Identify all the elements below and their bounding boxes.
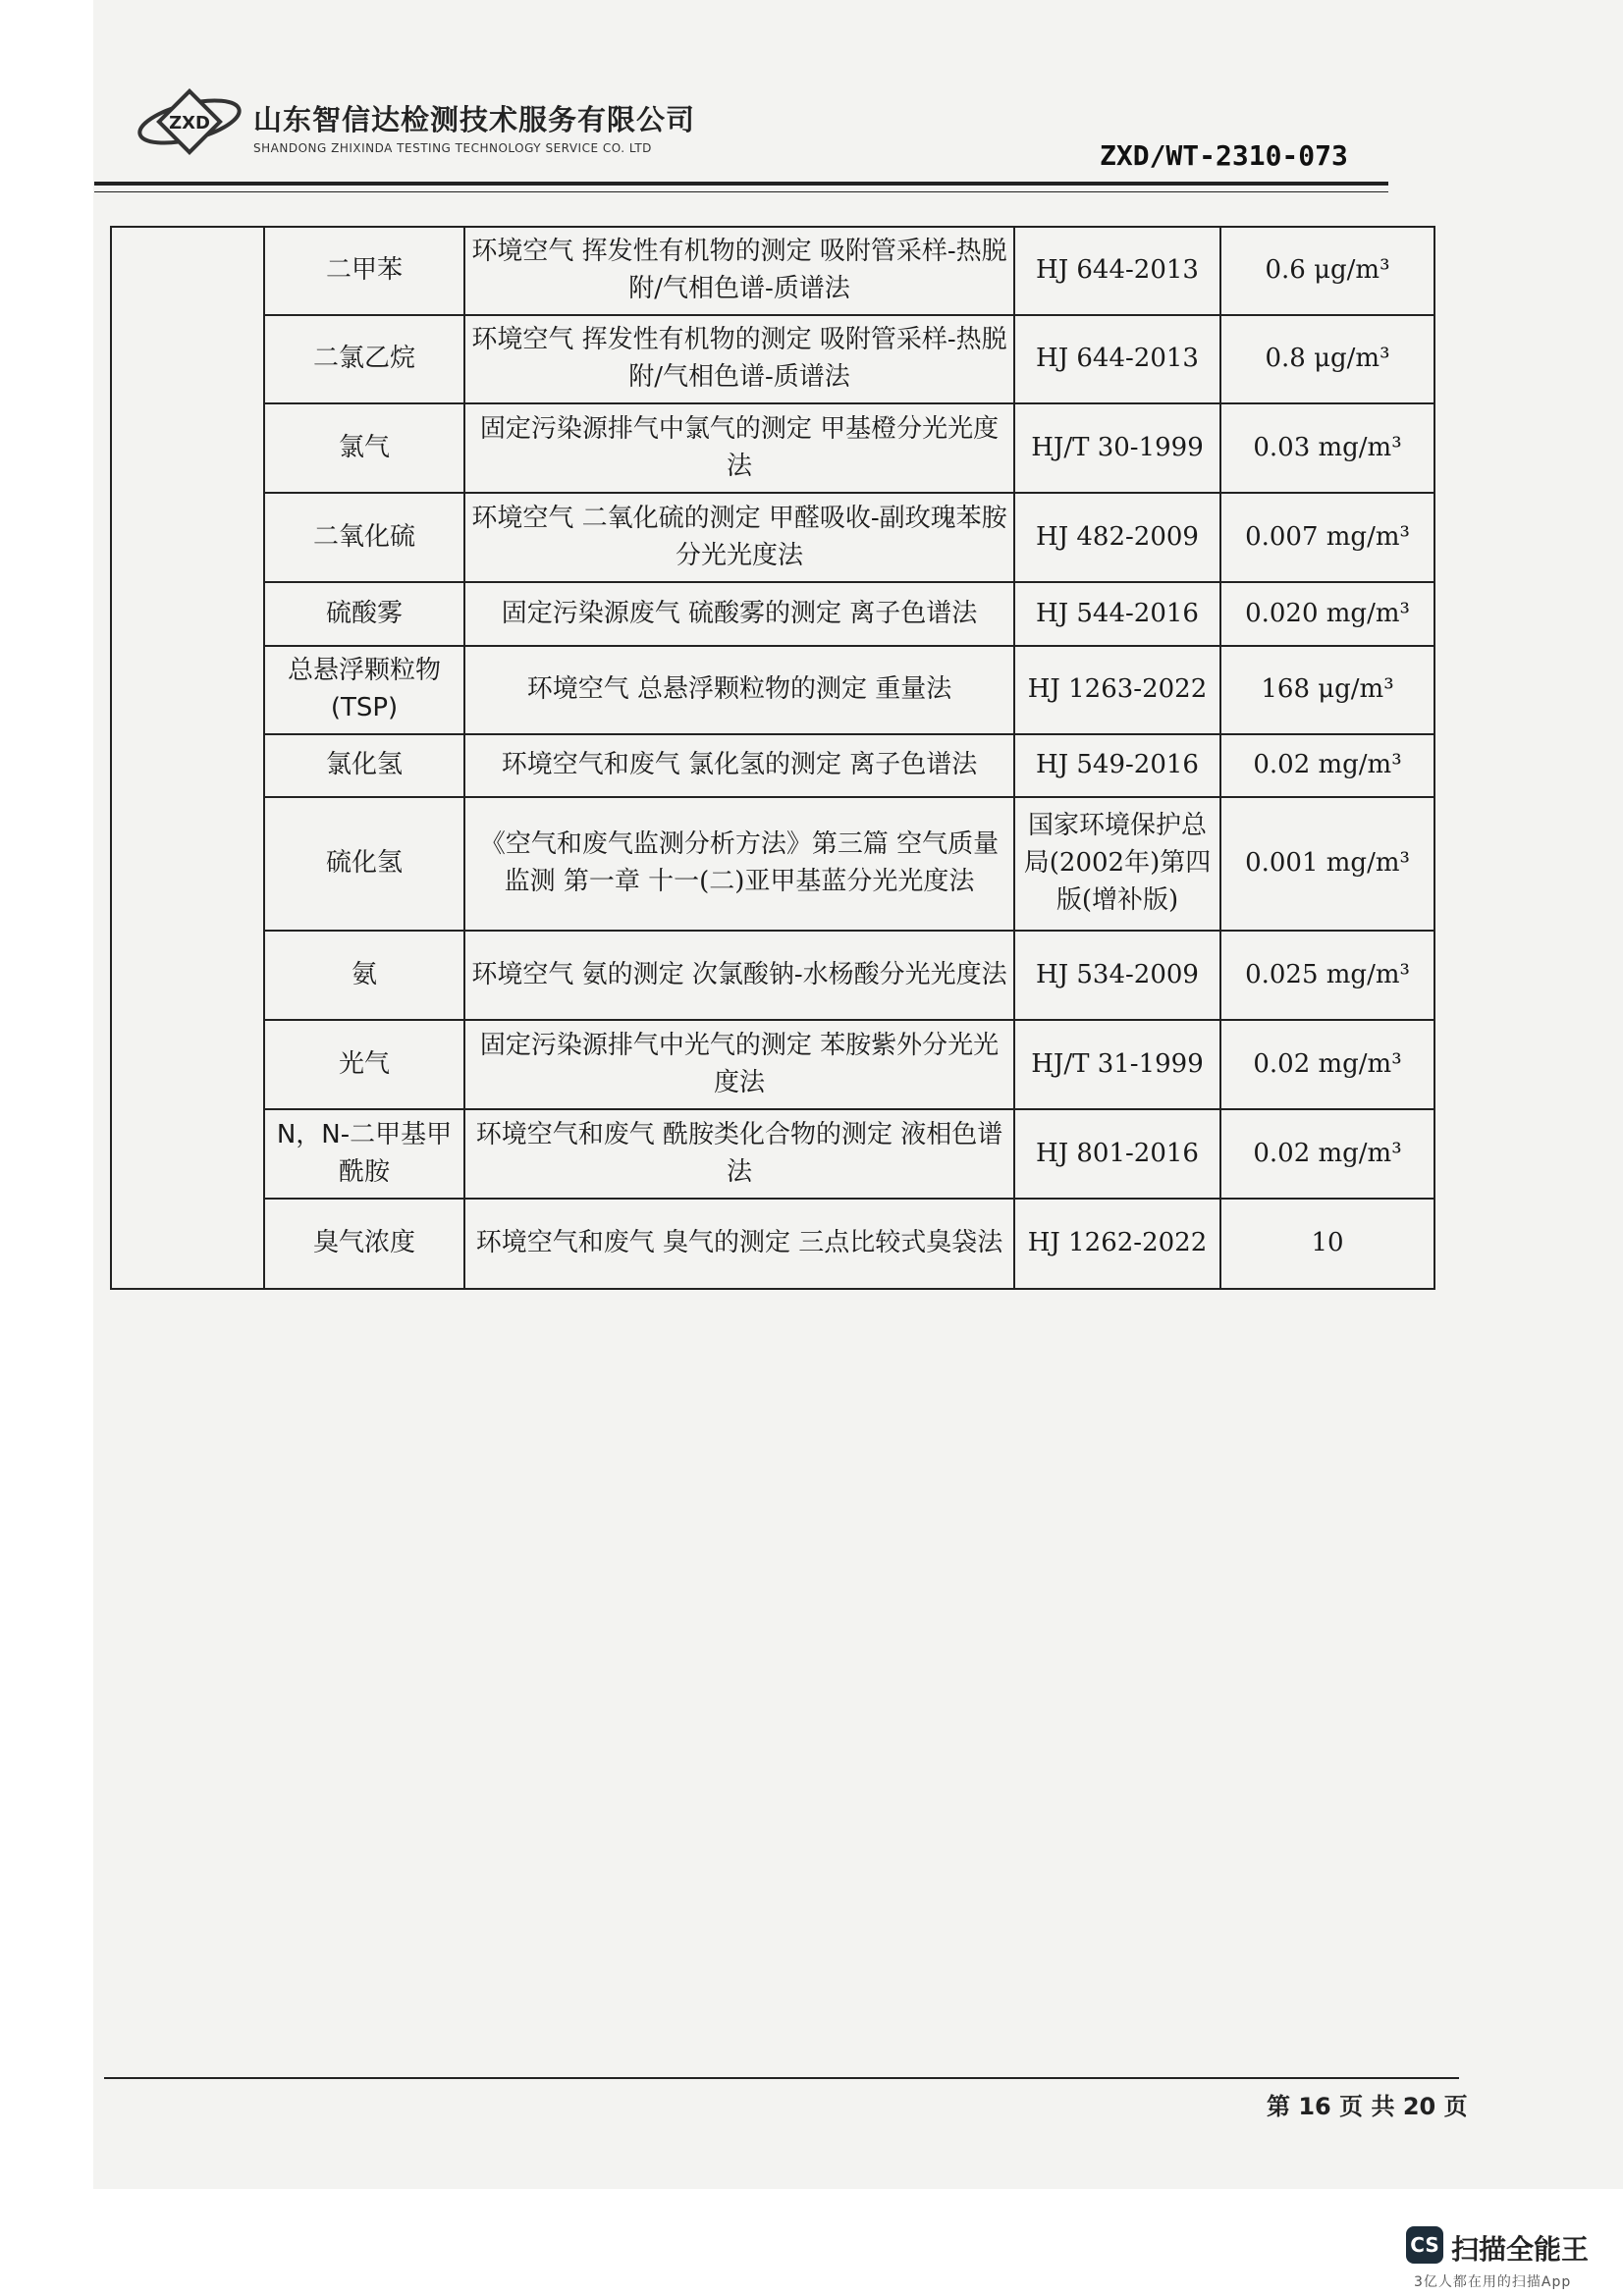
standard-cell: HJ 644-2013 xyxy=(1014,227,1220,315)
method-cell: 固定污染源废气 硫酸雾的测定 离子色谱法 xyxy=(464,582,1014,646)
cs-app-slogan: 3亿人都在用的扫描App xyxy=(1414,2274,1572,2290)
limit-cell: 0.025 mg/m³ xyxy=(1220,931,1434,1020)
limit-cell: 10 xyxy=(1220,1199,1434,1289)
standard-cell: HJ 801-2016 xyxy=(1014,1109,1220,1199)
header-rule-thick xyxy=(94,182,1388,186)
table-row xyxy=(111,493,1434,582)
limit-cell: 0.020 mg/m³ xyxy=(1220,582,1434,646)
method-cell: 环境空气 二氧化硫的测定 甲醛吸收-副玫瑰苯胺分光光度法 xyxy=(464,493,1014,582)
item-cell: 硫酸雾 xyxy=(264,582,464,646)
method-cell: 固定污染源排气中光气的测定 苯胺紫外分光光度法 xyxy=(464,1020,1014,1109)
cs-app-badge-icon: CS xyxy=(1406,2226,1443,2264)
item-cell: N，N-二甲基甲酰胺 xyxy=(264,1109,464,1199)
limit-cell: 0.007 mg/m³ xyxy=(1220,493,1434,582)
standard-cell: HJ 644-2013 xyxy=(1014,315,1220,403)
limit-cell: 0.6 μg/m³ xyxy=(1220,227,1434,315)
table-row xyxy=(111,315,1434,403)
limit-cell: 0.02 mg/m³ xyxy=(1220,1109,1434,1199)
table-row xyxy=(111,646,1434,734)
table-row xyxy=(111,797,1434,931)
limit-cell: 0.02 mg/m³ xyxy=(1220,1020,1434,1109)
logo-text: ZXD xyxy=(169,113,210,133)
table-row xyxy=(111,582,1434,646)
table-row xyxy=(111,227,1434,315)
standard-cell: HJ 1263-2022 xyxy=(1014,646,1220,734)
table-row xyxy=(111,1199,1434,1289)
item-cell: 二甲苯 xyxy=(264,227,464,315)
table-row xyxy=(111,1020,1434,1109)
method-cell: 环境空气 氨的测定 次氯酸钠-水杨酸分光光度法 xyxy=(464,931,1014,1020)
item-cell: 硫化氢 xyxy=(264,797,464,931)
standard-cell: HJ 482-2009 xyxy=(1014,493,1220,582)
table-row xyxy=(111,1109,1434,1199)
method-cell: 环境空气和废气 氯化氢的测定 离子色谱法 xyxy=(464,734,1014,797)
limit-cell: 0.03 mg/m³ xyxy=(1220,403,1434,493)
method-cell: 环境空气和废气 酰胺类化合物的测定 液相色谱法 xyxy=(464,1109,1014,1199)
document-number: ZXD/WT-2310-073 xyxy=(1100,139,1348,172)
company-name-en: SHANDONG ZHIXINDA TESTING TECHNOLOGY SERVICE CO. LTD xyxy=(253,141,652,155)
standard-cell: HJ/T 30-1999 xyxy=(1014,403,1220,493)
item-cell: 氯化氢 xyxy=(264,734,464,797)
item-cell: 氨 xyxy=(264,931,464,1020)
standard-cell: HJ/T 31-1999 xyxy=(1014,1020,1220,1109)
header-rule-thin xyxy=(94,191,1388,192)
method-cell: 环境空气 挥发性有机物的测定 吸附管采样-热脱附/气相色谱-质谱法 xyxy=(464,227,1014,315)
method-cell: 《空气和废气监测分析方法》第三篇 空气质量监测 第一章 十一(二)亚甲基蓝分光光度法 xyxy=(464,797,1014,931)
page-number: 第 16 页 共 20 页 xyxy=(1267,2093,1468,2120)
item-cell: 臭气浓度 xyxy=(264,1199,464,1289)
company-name-cn: 山东智信达检测技术服务有限公司 xyxy=(253,103,696,136)
merged-category-cell xyxy=(111,227,264,1289)
standard-cell: HJ 534-2009 xyxy=(1014,931,1220,1020)
method-cell: 环境空气 总悬浮颗粒物的测定 重量法 xyxy=(464,646,1014,734)
method-cell: 固定污染源排气中氯气的测定 甲基橙分光光度法 xyxy=(464,403,1014,493)
limit-cell: 168 μg/m³ xyxy=(1220,646,1434,734)
method-cell: 环境空气和废气 臭气的测定 三点比较式臭袋法 xyxy=(464,1199,1014,1289)
item-cell: 氯气 xyxy=(264,403,464,493)
methods-table xyxy=(110,226,1435,1290)
standard-cell: HJ 544-2016 xyxy=(1014,582,1220,646)
standard-cell: HJ 549-2016 xyxy=(1014,734,1220,797)
limit-cell: 0.001 mg/m³ xyxy=(1220,797,1434,931)
table-row xyxy=(111,931,1434,1020)
limit-cell: 0.8 μg/m³ xyxy=(1220,315,1434,403)
item-cell: 光气 xyxy=(264,1020,464,1109)
item-cell: 二氯乙烷 xyxy=(264,315,464,403)
item-cell: 总悬浮颗粒物(TSP) xyxy=(264,646,464,734)
limit-cell: 0.02 mg/m³ xyxy=(1220,734,1434,797)
standard-cell: 国家环境保护总局(2002年)第四版(增补版) xyxy=(1014,797,1220,931)
item-cell: 二氧化硫 xyxy=(264,493,464,582)
table-row xyxy=(111,403,1434,493)
footer-rule xyxy=(104,2077,1459,2079)
company-logo-icon xyxy=(135,86,243,155)
table-row xyxy=(111,734,1434,797)
standard-cell: HJ 1262-2022 xyxy=(1014,1199,1220,1289)
method-cell: 环境空气 挥发性有机物的测定 吸附管采样-热脱附/气相色谱-质谱法 xyxy=(464,315,1014,403)
cs-app-name: 扫描全能王 xyxy=(1451,2233,1590,2266)
